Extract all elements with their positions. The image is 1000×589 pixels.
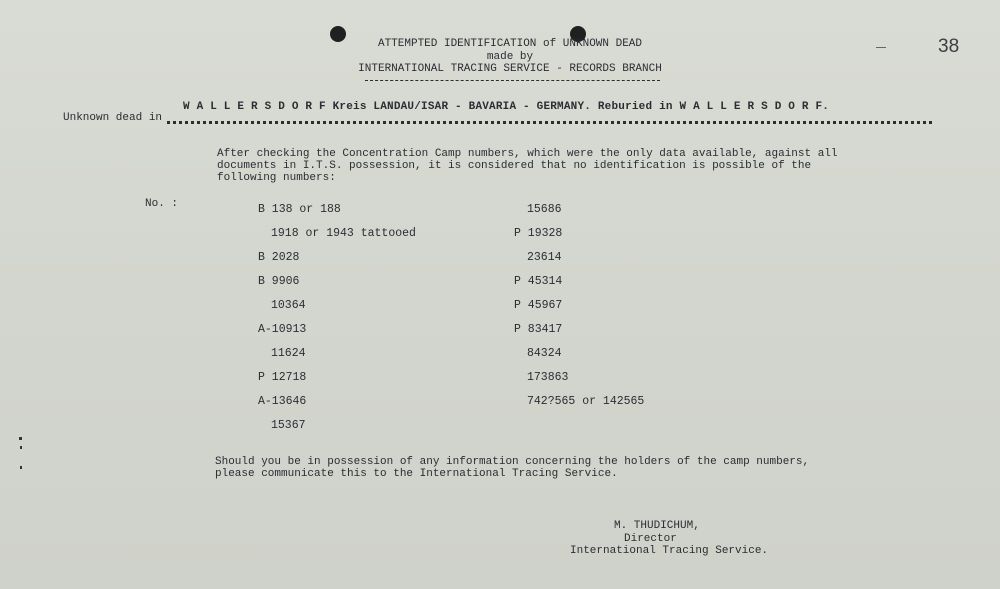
page-number: 38 <box>938 36 960 57</box>
number-item: P 45314 <box>514 275 563 288</box>
intro-line-1: After checking the Concentration Camp numbers, which were the only data available, against all <box>217 148 838 160</box>
number-item: B 9906 <box>258 275 300 288</box>
number-item: P 19328 <box>514 227 563 240</box>
intro-line-2: documents in I.T.S. possession, it is considered that no identification is possible of the <box>217 160 812 172</box>
header-subtitle: made by <box>486 51 534 63</box>
number-item: P 45967 <box>514 299 563 312</box>
header-organization: INTERNATIONAL TRACING SERVICE - RECORDS BRANCH <box>358 63 662 75</box>
number-item: 1918 or 1943 tattooed <box>271 227 416 240</box>
number-item: A-13646 <box>258 395 307 408</box>
margin-mark <box>20 466 22 469</box>
number-item: A-10913 <box>258 323 307 336</box>
closing-line-2: please communicate this to the International Tracing Service. <box>215 468 618 480</box>
unknown-dead-label: Unknown dead in <box>63 112 163 124</box>
number-item: B 138 or 188 <box>258 203 341 216</box>
closing-line-1: Should you be in possession of any information concerning the holders of the camp numbers, <box>215 456 810 468</box>
number-item: 173863 <box>527 371 569 384</box>
number-item: P 83417 <box>514 323 563 336</box>
number-item: B 2028 <box>258 251 300 264</box>
margin-dash <box>876 47 886 48</box>
number-item: 84324 <box>527 347 562 360</box>
margin-mark <box>19 437 22 440</box>
intro-line-3: following numbers: <box>217 172 336 184</box>
signature-organization: International Tracing Service. <box>570 545 769 557</box>
margin-mark <box>20 446 22 449</box>
number-item: 15367 <box>271 419 306 432</box>
header-rule <box>365 80 660 81</box>
number-item: 11624 <box>271 347 306 360</box>
number-item: P 12718 <box>258 371 307 384</box>
number-item: 23614 <box>527 251 562 264</box>
signature-title: Director <box>624 533 677 545</box>
burial-place: W A L L E R S D O R F Kreis LANDAU/ISAR - BAVARIA - GERMANY. Reburied in W A L L E R S D O R F. <box>183 101 830 113</box>
header-title: ATTEMPTED IDENTIFICATION of UNKNOWN DEAD <box>377 38 643 50</box>
no-label: No. : <box>145 198 179 210</box>
dotted-line <box>167 121 932 124</box>
number-item: 15686 <box>527 203 562 216</box>
number-item: 742?565 or 142565 <box>527 395 645 408</box>
signature-name: M. THUDICHUM, <box>614 520 700 532</box>
number-item: 10364 <box>271 299 306 312</box>
